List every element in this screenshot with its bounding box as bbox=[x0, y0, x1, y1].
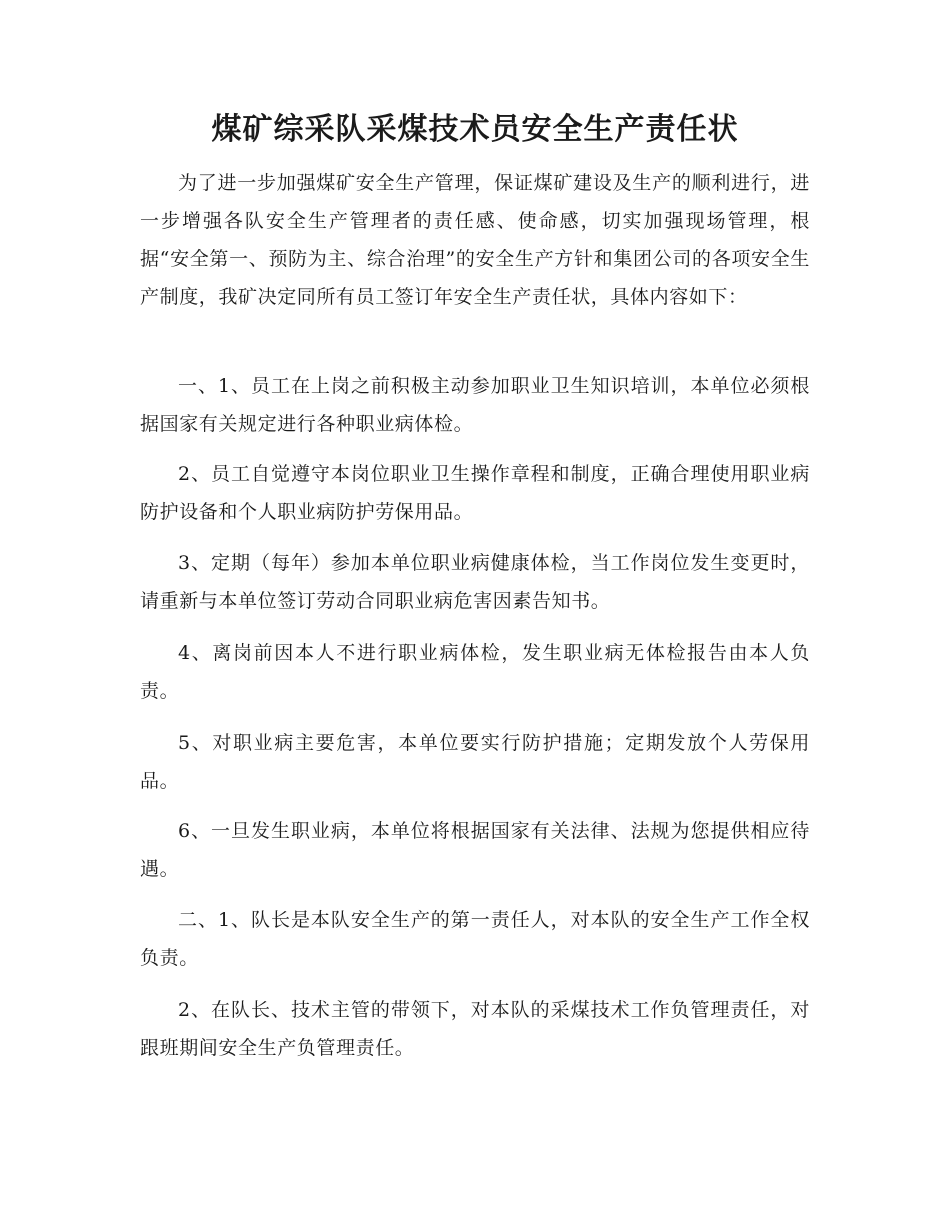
paragraph-section1-item5: 5、对职业病主要危害，本单位要实行防护措施；定期发放个人劳保用品。 bbox=[140, 732, 810, 792]
document-title: 煤矿综采队采煤技术员安全生产责任状 bbox=[211, 112, 739, 147]
paragraph-section1-item2: 2、员工自觉遵守本岗位职业卫生操作章程和制度，正确合理使用职业病防护设备和个人职业病防护劳保用品。 bbox=[140, 463, 810, 523]
paragraph-section2-item1: 二、1、队长是本队安全生产的第一责任人，对本队的安全生产工作全权负责。 bbox=[140, 909, 810, 969]
paragraph-section1-item3: 3、定期（每年）参加本单位职业病健康体检，当工作岗位发生变更时，请重新与本单位签订劳动合同职业病危害因素告知书。 bbox=[140, 552, 810, 612]
paragraph-section1-item6: 6、一旦发生职业病，本单位将根据国家有关法律、法规为您提供相应待遇。 bbox=[140, 820, 810, 880]
paragraph-intro: 为了进一步加强煤矿安全生产管理，保证煤矿建设及生产的顺利进行，进一步增强各队安全生产管理者的责任感、使命感，切实加强现场管理，根据“安全第一、预防为主、综合治理”的安全生产方针和集团公司的各项安全生产制度，我矿决定同所有员工签订年安全生产责任状，具体内容如下： bbox=[140, 172, 810, 308]
paragraph-section2-item2: 2、在队长、技术主管的带领下，对本队的采煤技术工作负管理责任，对跟班期间安全生产负管理责任。 bbox=[140, 999, 810, 1059]
paragraph-section1-item4: 4、离岗前因本人不进行职业病体检，发生职业病无体检报告由本人负责。 bbox=[140, 642, 810, 702]
paragraph-section1-item1: 一、1、员工在上岗之前积极主动参加职业卫生知识培训，本单位必须根据国家有关规定进行各种职业病体检。 bbox=[140, 375, 810, 435]
